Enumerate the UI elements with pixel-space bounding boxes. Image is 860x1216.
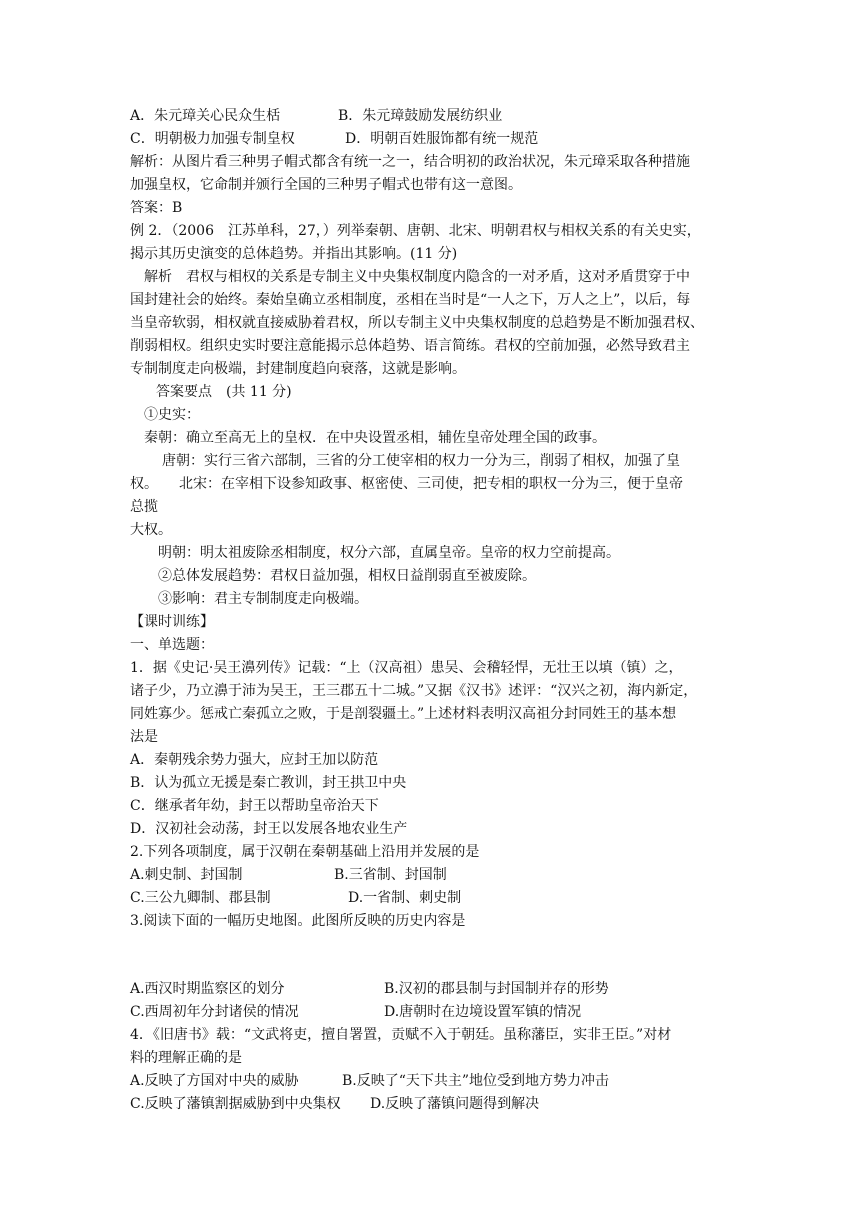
q1-option-c: C．继承者年幼，封王以帮助皇帝治天下 (130, 798, 379, 814)
q2-option-c: C.三公九卿制、郡县制 (130, 890, 271, 906)
q1-stem-line: 诸子少，乃立濞于沛为吴王，王三郡五十二城。”又据《汉书》述评：“汉兴之初，海内新定， (130, 683, 698, 699)
example2-question-line: 揭示其历史演变的总体趋势。并指出其影响。(11 分) (130, 246, 458, 262)
q3-option-d: D.唐朝时在边境设置军镇的情况 (384, 1004, 582, 1020)
q4-option-a: A.反映了方国对中央的威胁 (130, 1073, 299, 1089)
section-single-choice: 一、单选题： (130, 637, 214, 653)
prev-option-b: B．朱元璋鼓励发展纺织业 (338, 108, 503, 124)
qin-fact: 秦朝：确立至高无上的皇权．在中央设置丞相，辅佐皇帝处理全国的政事。 (144, 430, 606, 446)
example2-analysis-line: 当皇帝软弱，相权就直接威胁着君权，所以专制主义中央集权制度的总趋势是不断加强君权、 (130, 315, 704, 331)
q4-stem-line: 料的理解正确的是 (130, 1050, 242, 1066)
prev-analysis-line: 加强皇权，它命制并颁行全国的三种男子帽式也带有这一意图。 (130, 177, 522, 193)
example2-question-line: 例 2．（2006 江苏单科，27，）列举秦朝、唐朝、北宋、明朝君权与相权关系的有关史实， (130, 223, 701, 239)
q4-option-c: C.反映了藩镇割据威胁到中央集权 (130, 1096, 341, 1112)
q3-option-b: B.汉初的郡县制与封国制并存的形势 (384, 981, 609, 997)
q3-option-a: A.西汉时期监察区的划分 (130, 981, 285, 997)
q2-option-b: B.三省制、封国制 (334, 867, 447, 883)
tang-fact-line: 总揽 (130, 499, 158, 515)
q1-option-d: D．汉初社会动荡，封王以发展各地农业生产 (130, 821, 408, 837)
tang-fact-line: 权。 北宋：在宰相下设参知政事、枢密使、三司使，把专相的职权一分为三，便于皇帝 (130, 476, 683, 492)
impact: ③影响：君主专制制度走向极端。 (158, 591, 368, 607)
practice-title: 【课时训练】 (130, 614, 214, 630)
answer-points-title: 答案要点 (共 11 分) (142, 384, 292, 400)
facts-title: ①史实： (144, 407, 200, 423)
q4-option-b: B.反映了“天下共主”地位受到地方势力冲击 (342, 1073, 610, 1089)
ming-fact: 明朝：明太祖废除丞相制度，权分六部，直属皇帝。皇帝的权力空前提高。 (158, 545, 620, 561)
q1-option-a: A．秦朝残余势力强大，应封王加以防范 (130, 752, 379, 768)
prev-option-d: D．明朝百姓服饰都有统一规范 (345, 131, 539, 147)
q4-stem-line: 4．《旧唐书》载：“文武将吏，擅自署置，贡赋不入于朝廷。虽称藩臣，实非王臣。”对材 (130, 1027, 672, 1043)
q2-option-d: D.一省制、刺史制 (348, 890, 462, 906)
q2-stem: 2.下列各项制度，属于汉朝在秦朝基础上沿用并发展的是 (130, 844, 480, 860)
overall-trend: ②总体发展趋势：君权日益加强，相权日益削弱直至被废除。 (158, 568, 536, 584)
q1-stem-line: 同姓寡少。惩戒亡秦孤立之败，于是剖裂疆土。”上述材料表明汉高祖分封同姓王的基本想 (130, 706, 677, 722)
tang-fact-line: 唐朝：实行三省六部制，三省的分工使宰相的权力一分为三，削弱了相权，加强了皇 (162, 453, 680, 469)
q2-option-a: A.刺史制、封国制 (130, 867, 243, 883)
q1-stem-line: 法是 (130, 729, 158, 745)
prev-option-c: C．明朝极力加强专制皇权 (130, 131, 295, 147)
q3-stem: 3.阅读下面的一幅历史地图。此图所反映的历史内容是 (130, 913, 466, 929)
example2-analysis-line: 削弱相权。组织史实时要注意能揭示总体趋势、语言简练。君权的空前加强，必然导致君主 (130, 338, 690, 354)
q1-option-b: B．认为孤立无援是秦亡教训，封王拱卫中央 (130, 775, 407, 791)
prev-answer: 答案：B (130, 200, 183, 216)
example2-analysis-line: 解析 君权与相权的关系是专制主义中央集权制度内隐含的一对矛盾，这对矛盾贯穿于中 (130, 269, 690, 285)
prev-analysis-line: 解析：从图片看三种男子帽式都含有统一之一，结合明初的政治状况，朱元璋采取各种措施 (130, 154, 690, 170)
q4-option-d: D.反映了藩镇问题得到解决 (370, 1096, 540, 1112)
example2-analysis-line: 专制制度走向极端，封建制度趋向衰落，这就是影响。 (130, 361, 466, 377)
tang-fact-line: 大权。 (130, 522, 172, 538)
prev-option-a: A．朱元璋关心民众生栝 (130, 108, 281, 124)
q3-option-c: C.西周初年分封诸侯的情况 (130, 1004, 299, 1020)
example2-analysis-line: 国封建社会的始终。秦始皇确立丞相制度，丞相在当时是“一人之下，万人之上”，以后，每 (130, 292, 691, 308)
q1-stem-line: 1．据《史记·吴王濞列传》记载：“上（汉高祖）患吴、会稽轻悍，无壮王以填（镇）之， (130, 660, 683, 676)
